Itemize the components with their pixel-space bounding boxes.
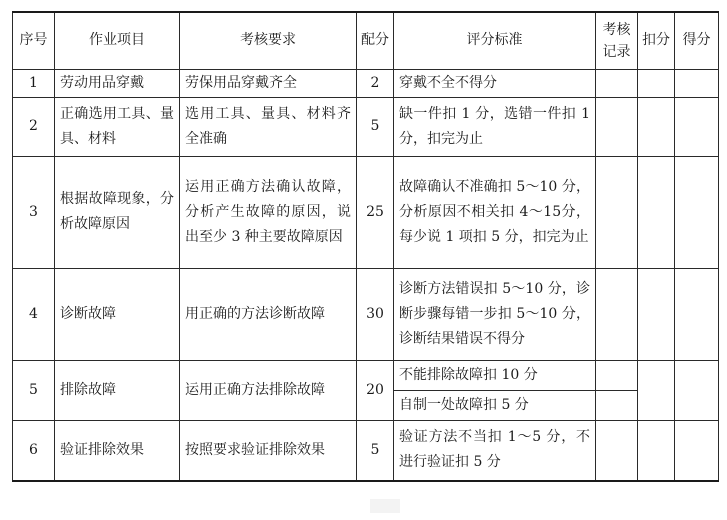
cell-record[interactable] — [596, 268, 638, 360]
header-record — [596, 12, 638, 69]
cell-item: 劳动用品穿戴 — [55, 69, 180, 97]
table-row — [13, 97, 719, 156]
cell-no: 3 — [13, 156, 55, 268]
cell-get[interactable] — [675, 97, 719, 156]
header-no: 序号 — [13, 12, 55, 69]
cell-item: 正确选用工具、量具、材料 — [55, 97, 180, 156]
header-score: 配分 — [357, 12, 394, 69]
cell-deduct[interactable] — [638, 268, 675, 360]
cell-item: 诊断故障 — [55, 268, 180, 360]
table-row — [13, 420, 719, 481]
cell-get[interactable] — [675, 360, 719, 420]
cell-deduct[interactable] — [638, 156, 675, 268]
cell-criteria: 不能排除故障扣 10 分 — [394, 360, 596, 390]
cell-score: 30 — [357, 268, 394, 360]
table-row — [13, 69, 719, 97]
cell-no: 1 — [13, 69, 55, 97]
header-record-line2: 记录 — [602, 43, 631, 60]
cell-no: 6 — [13, 420, 55, 481]
scoring-table — [12, 11, 719, 482]
cell-get[interactable] — [675, 268, 719, 360]
cell-score: 5 — [357, 97, 394, 156]
header-criteria: 评分标准 — [394, 12, 596, 69]
cell-record[interactable] — [596, 97, 638, 156]
cell-record[interactable] — [596, 69, 638, 97]
cell-get[interactable] — [675, 156, 719, 268]
cell-requirement: 运用正确方法确认故障，分析产生故障的原因，说出至少 3 种主要故障原因 — [180, 156, 357, 268]
cell-item: 根据故障现象，分析故障原因 — [55, 156, 180, 268]
cell-requirement: 选用工具、量具、材料齐全准确 — [180, 97, 357, 156]
cell-item: 验证排除效果 — [55, 420, 180, 481]
header-item: 作业项目 — [55, 12, 180, 69]
scoring-table-container — [12, 11, 718, 490]
cell-no: 2 — [13, 97, 55, 156]
cell-record[interactable] — [596, 360, 638, 390]
cell-deduct[interactable] — [638, 420, 675, 481]
scan-artifact — [370, 499, 400, 513]
cell-deduct[interactable] — [638, 69, 675, 97]
cell-score: 20 — [357, 360, 394, 420]
header-record-line1: 考核 — [602, 21, 631, 38]
cell-requirement: 运用正确方法排除故障 — [180, 360, 357, 420]
cell-requirement: 用正确的方法诊断故障 — [180, 268, 357, 360]
cell-requirement: 按照要求验证排除效果 — [180, 420, 357, 481]
cell-score: 5 — [357, 420, 394, 481]
cell-record[interactable] — [596, 420, 638, 481]
cell-get[interactable] — [675, 69, 719, 97]
header-deduct: 扣分 — [638, 12, 675, 69]
header-requirement: 考核要求 — [180, 12, 357, 69]
cell-criteria: 验证方法不当扣 1～5 分，不进行验证扣 5 分 — [394, 420, 596, 481]
cell-criteria: 自制一处故障扣 5 分 — [394, 390, 596, 420]
cell-criteria: 穿戴不全不得分 — [394, 69, 596, 97]
cell-deduct[interactable] — [638, 360, 675, 420]
cell-deduct[interactable] — [638, 97, 675, 156]
cell-score: 2 — [357, 69, 394, 97]
cell-criteria: 故障确认不准确扣 5～10 分，分析原因不相关扣 4～15分，每少说 1 项扣 5 分，扣完为止 — [394, 156, 596, 268]
cell-item: 排除故障 — [55, 360, 180, 420]
cell-record[interactable] — [596, 390, 638, 420]
header-row — [13, 12, 719, 69]
cell-no: 5 — [13, 360, 55, 420]
table-row — [13, 156, 719, 268]
table-row — [13, 268, 719, 360]
cell-no: 4 — [13, 268, 55, 360]
cell-score: 25 — [357, 156, 394, 268]
cell-requirement: 劳保用品穿戴齐全 — [180, 69, 357, 97]
cell-get[interactable] — [675, 420, 719, 481]
header-get: 得分 — [675, 12, 719, 69]
table-row — [13, 360, 719, 390]
cell-criteria: 诊断方法错误扣 5～10 分，诊断步骤每错一步扣 5～10 分，诊断结果错误不得分 — [394, 268, 596, 360]
cell-criteria: 缺一件扣 1 分，选错一件扣 1 分，扣完为止 — [394, 97, 596, 156]
cell-record[interactable] — [596, 156, 638, 268]
